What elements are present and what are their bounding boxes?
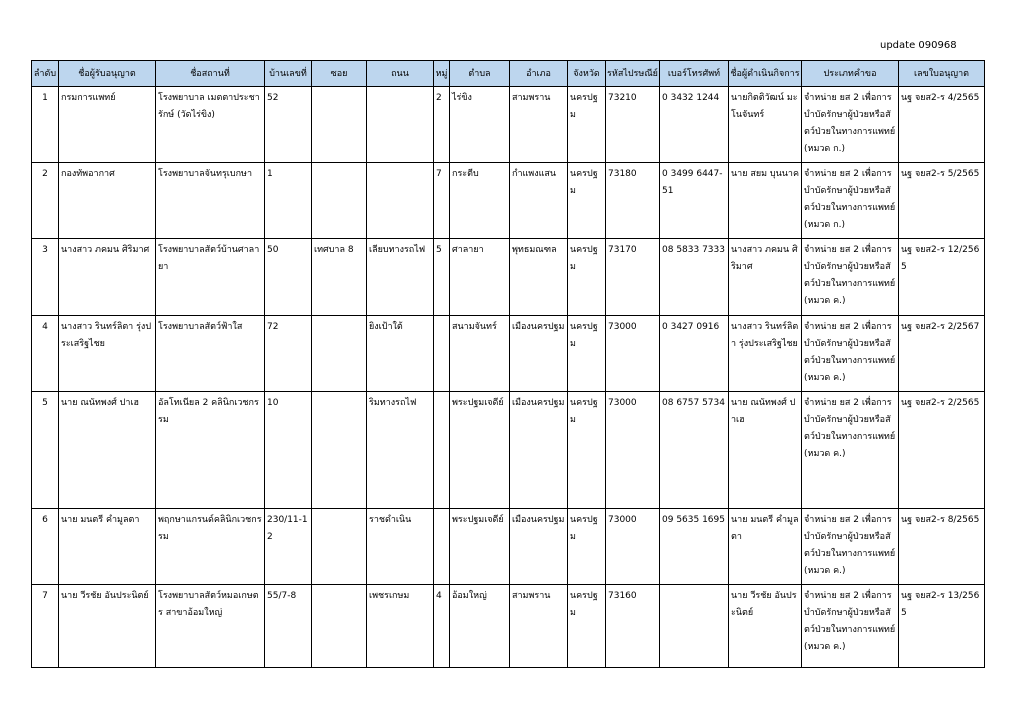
cell-license-no: นฐ จยส2-ร 2/2565 xyxy=(899,392,985,509)
header-road: ถนน xyxy=(367,61,434,87)
cell-operator: นายกิตติวัฒน์ มะโนจันทร์ xyxy=(729,87,802,163)
cell-license-no: นฐ จยส2-ร 5/2565 xyxy=(899,163,985,239)
cell-soi xyxy=(312,392,367,509)
cell-licensee: กรมการแพทย์ xyxy=(59,87,156,163)
cell-phone: 0 3499 6447-51 xyxy=(660,163,729,239)
cell-licensee: นาย มนตรี คำมูลตา xyxy=(59,509,156,585)
cell-request-type: จำหน่าย ยส 2 เพื่อการบำบัดรักษาผู้ป่วยหรือสัตว์ป่วยในทางการแพทย์ (หมวด ค.) xyxy=(802,509,899,585)
cell-road: เพชรเกษม xyxy=(367,585,434,668)
cell-road xyxy=(367,163,434,239)
header-province: จังหวัด xyxy=(568,61,606,87)
cell-tambon: ศาลายา xyxy=(450,239,510,316)
cell-request-type: จำหน่าย ยส 2 เพื่อการบำบัดรักษาผู้ป่วยหรือสัตว์ป่วยในทางการแพทย์ (หมวด ค.) xyxy=(802,392,899,509)
cell-request-type: จำหน่าย ยส 2 เพื่อการบำบัดรักษาผู้ป่วยหรือสัตว์ป่วยในทางการแพทย์ (หมวด ค.) xyxy=(802,239,899,316)
cell-amphoe: สามพราน xyxy=(510,585,568,668)
cell-licensee: นาย ณนัทพงศ์ ปาเฮ xyxy=(59,392,156,509)
cell-operator: นางสาว รินทร์ลิตา รุ่งประเสริฐไชย xyxy=(729,316,802,392)
cell-moo xyxy=(434,316,450,392)
cell-postcode: 73170 xyxy=(606,239,660,316)
cell-place: พฤกษาแกรนด์คลินิกเวชกรรม xyxy=(156,509,265,585)
cell-amphoe: เมืองนครปฐม xyxy=(510,509,568,585)
table-row xyxy=(32,87,985,163)
cell-amphoe: เมืองนครปฐม xyxy=(510,316,568,392)
cell-province: นครปฐม xyxy=(568,163,606,239)
cell-province: นครปฐม xyxy=(568,509,606,585)
cell-amphoe: สามพราน xyxy=(510,87,568,163)
cell-operator: นาย มนตรี คำมูลตา xyxy=(729,509,802,585)
cell-postcode: 73180 xyxy=(606,163,660,239)
header-house-no: บ้านเลขที่ xyxy=(265,61,312,87)
cell-soi: เทศบาล 8 xyxy=(312,239,367,316)
cell-moo: 4 xyxy=(434,585,450,668)
header-request-type: ประเภทคำขอ xyxy=(802,61,899,87)
cell-road: เลียบทางรถไฟ xyxy=(367,239,434,316)
cell-no: 4 xyxy=(32,316,59,392)
cell-operator: นาย วีรชัย อันประนิตย์ xyxy=(729,585,802,668)
cell-house-no: 50 xyxy=(265,239,312,316)
cell-license-no: นฐ จยส2-ร 8/2565 xyxy=(899,509,985,585)
cell-house-no: 230/11-12 xyxy=(265,509,312,585)
cell-moo: 7 xyxy=(434,163,450,239)
cell-request-type: จำหน่าย ยส 2 เพื่อการบำบัดรักษาผู้ป่วยหรือสัตว์ป่วยในทางการแพทย์ (หมวด ก.) xyxy=(802,87,899,163)
cell-place: โรงพยาบาลสัตว์บ้านศาลายา xyxy=(156,239,265,316)
cell-soi xyxy=(312,509,367,585)
cell-phone: 08 5833 7333 xyxy=(660,239,729,316)
table-row xyxy=(32,163,985,239)
cell-request-type: จำหน่าย ยส 2 เพื่อการบำบัดรักษาผู้ป่วยหรือสัตว์ป่วยในทางการแพทย์ (หมวด ค.) xyxy=(802,585,899,668)
cell-license-no: นฐ จยส2-ร 12/2565 xyxy=(899,239,985,316)
cell-phone: 08 6757 5734 xyxy=(660,392,729,509)
cell-licensee: กองทัพอากาศ xyxy=(59,163,156,239)
cell-moo xyxy=(434,392,450,509)
cell-province: นครปฐม xyxy=(568,392,606,509)
cell-province: นครปฐม xyxy=(568,239,606,316)
cell-no: 5 xyxy=(32,392,59,509)
table-row xyxy=(32,239,985,316)
header-moo: หมู่ xyxy=(434,61,450,87)
cell-house-no: 72 xyxy=(265,316,312,392)
cell-request-type: จำหน่าย ยส 2 เพื่อการบำบัดรักษาผู้ป่วยหรือสัตว์ป่วยในทางการแพทย์ (หมวด ก.) xyxy=(802,163,899,239)
header-no: ลำดับ xyxy=(32,61,59,87)
header-licensee: ชื่อผู้รับอนุญาต xyxy=(59,61,156,87)
header-operator: ชื่อผู้ดำเนินกิจการ xyxy=(729,61,802,87)
cell-soi xyxy=(312,163,367,239)
cell-operator: นาย ณนัทพงศ์ ปาเฮ xyxy=(729,392,802,509)
cell-tambon: อ้อมใหญ่ xyxy=(450,585,510,668)
cell-license-no: นฐ จยส2-ร 13/2565 xyxy=(899,585,985,668)
header-soi: ซอย xyxy=(312,61,367,87)
cell-postcode: 73000 xyxy=(606,316,660,392)
cell-soi xyxy=(312,87,367,163)
cell-licensee: นางสาว รินทร์ลิตา รุ่งประเสริฐไชย xyxy=(59,316,156,392)
cell-phone: 0 3427 0916 xyxy=(660,316,729,392)
table-row xyxy=(32,509,985,585)
cell-tambon: พระปฐมเจดีย์ xyxy=(450,392,510,509)
cell-no: 6 xyxy=(32,509,59,585)
cell-operator: นาย สยม บุนนาค xyxy=(729,163,802,239)
cell-amphoe: กำแพงแสน xyxy=(510,163,568,239)
header-amphoe: อำเภอ xyxy=(510,61,568,87)
cell-province: นครปฐม xyxy=(568,585,606,668)
cell-road: ยิงเป้าใต้ xyxy=(367,316,434,392)
cell-place: โรงพยาบาล เมตตาประชารักษ์ (วัดไร่ขิง) xyxy=(156,87,265,163)
cell-tambon: ไร่ขิง xyxy=(450,87,510,163)
license-table xyxy=(31,60,985,668)
cell-no: 2 xyxy=(32,163,59,239)
cell-licensee: นางสาว ภคมน ศิริมาศ xyxy=(59,239,156,316)
table-header-row xyxy=(32,61,985,87)
cell-road xyxy=(367,87,434,163)
cell-postcode: 73000 xyxy=(606,392,660,509)
header-phone: เบอร์โทรศัพท์ xyxy=(660,61,729,87)
cell-phone xyxy=(660,585,729,668)
header-postcode: รหัสไปรษณีย์ xyxy=(606,61,660,87)
cell-postcode: 73210 xyxy=(606,87,660,163)
cell-house-no: 1 xyxy=(265,163,312,239)
cell-request-type: จำหน่าย ยส 2 เพื่อการบำบัดรักษาผู้ป่วยหรือสัตว์ป่วยในทางการแพทย์ (หมวด ค.) xyxy=(802,316,899,392)
cell-amphoe: เมืองนครปฐม xyxy=(510,392,568,509)
cell-place: โรงพยาบาลจันทรุเบกษา xyxy=(156,163,265,239)
cell-amphoe: พุทธมณฑล xyxy=(510,239,568,316)
cell-tambon: กระตีบ xyxy=(450,163,510,239)
header-place: ชื่อสถานที่ xyxy=(156,61,265,87)
cell-tambon: สนามจันทร์ xyxy=(450,316,510,392)
cell-road: ริมทางรถไฟ xyxy=(367,392,434,509)
cell-no: 7 xyxy=(32,585,59,668)
cell-moo: 5 xyxy=(434,239,450,316)
header-license-no: เลขใบอนุญาต xyxy=(899,61,985,87)
cell-licensee: นาย วีรชัย อันประนิตย์ xyxy=(59,585,156,668)
table-row xyxy=(32,392,985,509)
cell-soi xyxy=(312,316,367,392)
cell-moo xyxy=(434,509,450,585)
cell-operator: นางสาว ภคมน ศิริมาศ xyxy=(729,239,802,316)
cell-province: นครปฐม xyxy=(568,316,606,392)
cell-phone: 0 3432 1244 xyxy=(660,87,729,163)
cell-phone: 09 5635 1695 xyxy=(660,509,729,585)
cell-place: อัลโทเนียล 2 คลินิกเวชกรรม xyxy=(156,392,265,509)
cell-place: โรงพยาบาลสัตว์หมอเกษตร สาขาอ้อมใหญ่ xyxy=(156,585,265,668)
cell-tambon: พระปฐมเจดีย์ xyxy=(450,509,510,585)
cell-license-no: นฐ จยส2-ร 4/2565 xyxy=(899,87,985,163)
table-row xyxy=(32,316,985,392)
cell-soi xyxy=(312,585,367,668)
header-tambon: ตำบล xyxy=(450,61,510,87)
cell-license-no: นฐ จยส2-ร 2/2567 xyxy=(899,316,985,392)
cell-house-no: 55/7-8 xyxy=(265,585,312,668)
cell-place: โรงพยาบาลสัตว์ฟ้าใส xyxy=(156,316,265,392)
table-row xyxy=(32,585,985,668)
cell-moo: 2 xyxy=(434,87,450,163)
cell-postcode: 73160 xyxy=(606,585,660,668)
cell-house-no: 10 xyxy=(265,392,312,509)
update-note: update 090968 xyxy=(880,40,957,51)
cell-province: นครปฐม xyxy=(568,87,606,163)
cell-no: 1 xyxy=(32,87,59,163)
cell-house-no: 52 xyxy=(265,87,312,163)
cell-postcode: 73000 xyxy=(606,509,660,585)
cell-no: 3 xyxy=(32,239,59,316)
cell-road: ราชดำเนิน xyxy=(367,509,434,585)
